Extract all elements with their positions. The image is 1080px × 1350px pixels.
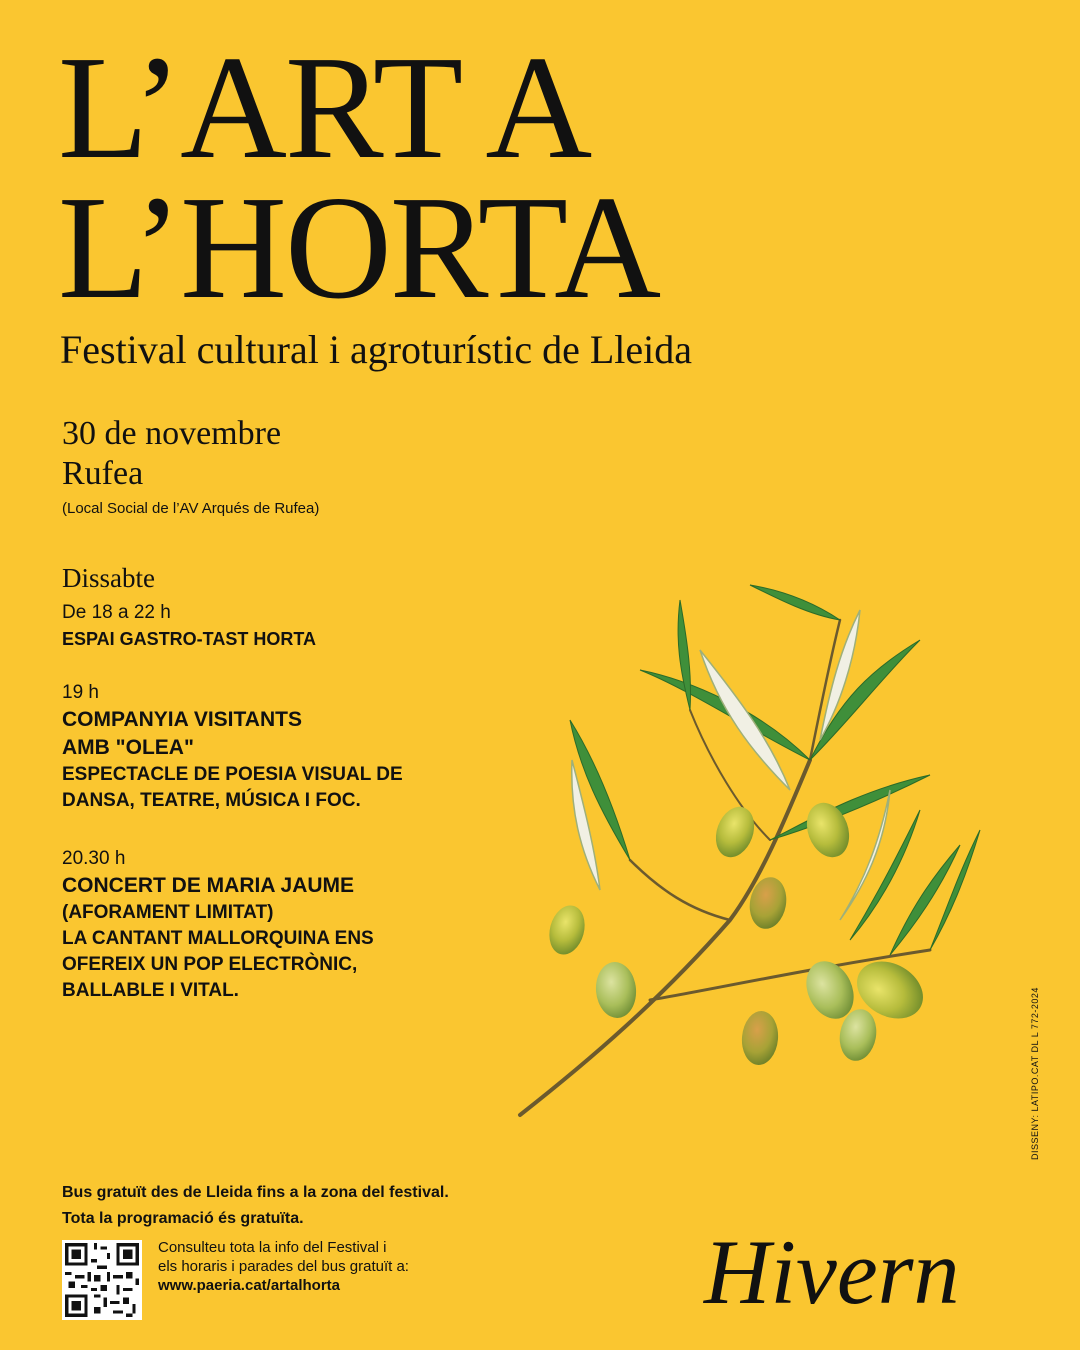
title-line-1: L’ART A — [58, 26, 591, 190]
festival-url-link[interactable]: www.paeria.cat/artalhorta — [158, 1277, 341, 1294]
info-line: els horaris i parades del bus gratuït a: — [158, 1258, 409, 1275]
program-description: BALLABLE I VITAL. — [62, 980, 239, 1001]
event-place: Rufea — [62, 455, 144, 492]
program-time: 19 h — [62, 682, 99, 703]
program-title: CONCERT DE MARIA JAUME — [62, 874, 355, 897]
program-title: COMPANYIA VISITANTS — [62, 708, 302, 731]
program-description: (AFORAMENT LIMITAT) — [62, 902, 274, 923]
title-line-2: L’HORTA — [58, 166, 660, 330]
bus-line: Bus gratuït des de Lleida fins a la zona del festival. — [62, 1184, 449, 1201]
venue-note: (Local Social de l’AV Arqués de Rufea) — [62, 500, 320, 517]
festival-subtitle: Festival cultural i agroturístic de Lleida — [60, 327, 693, 372]
event-date-block — [62, 414, 281, 494]
qr-code-icon[interactable] — [62, 1240, 142, 1320]
program-description: DANSA, TEATRE, MÚSICA I FOC. — [62, 790, 361, 811]
program-time: De 18 a 22 h — [62, 602, 171, 623]
info-block — [158, 1238, 409, 1295]
festival-title — [58, 26, 660, 330]
event-date: 30 de novembre — [62, 415, 282, 452]
free-program-line: Tota la programació és gratuïta. — [62, 1210, 304, 1227]
program-description: LA CANTANT MALLORQUINA ENS — [62, 928, 374, 949]
program-title: ESPAI GASTRO-TAST HORTA — [62, 629, 316, 649]
bus-info — [62, 1180, 449, 1232]
program-time: 20.30 h — [62, 848, 126, 869]
program-description: ESPECTACLE DE POESIA VISUAL DE — [62, 764, 403, 785]
program-title: AMB "OLEA" — [62, 736, 194, 759]
program-description: OFEREIX UN POP ELECTRÒNIC, — [62, 954, 358, 975]
program-item — [62, 600, 482, 652]
olive-branch-illustration — [510, 560, 990, 1130]
program-item — [62, 846, 482, 1004]
info-line: Consulteu tota la info del Festival i — [158, 1239, 387, 1256]
event-day: Dissabte — [62, 563, 155, 593]
season-label: Hivern — [704, 1221, 960, 1323]
design-credit: DISSENY: LATIPO.CAT DL L 772-2024 — [1030, 987, 1040, 1160]
program-item — [62, 680, 482, 814]
